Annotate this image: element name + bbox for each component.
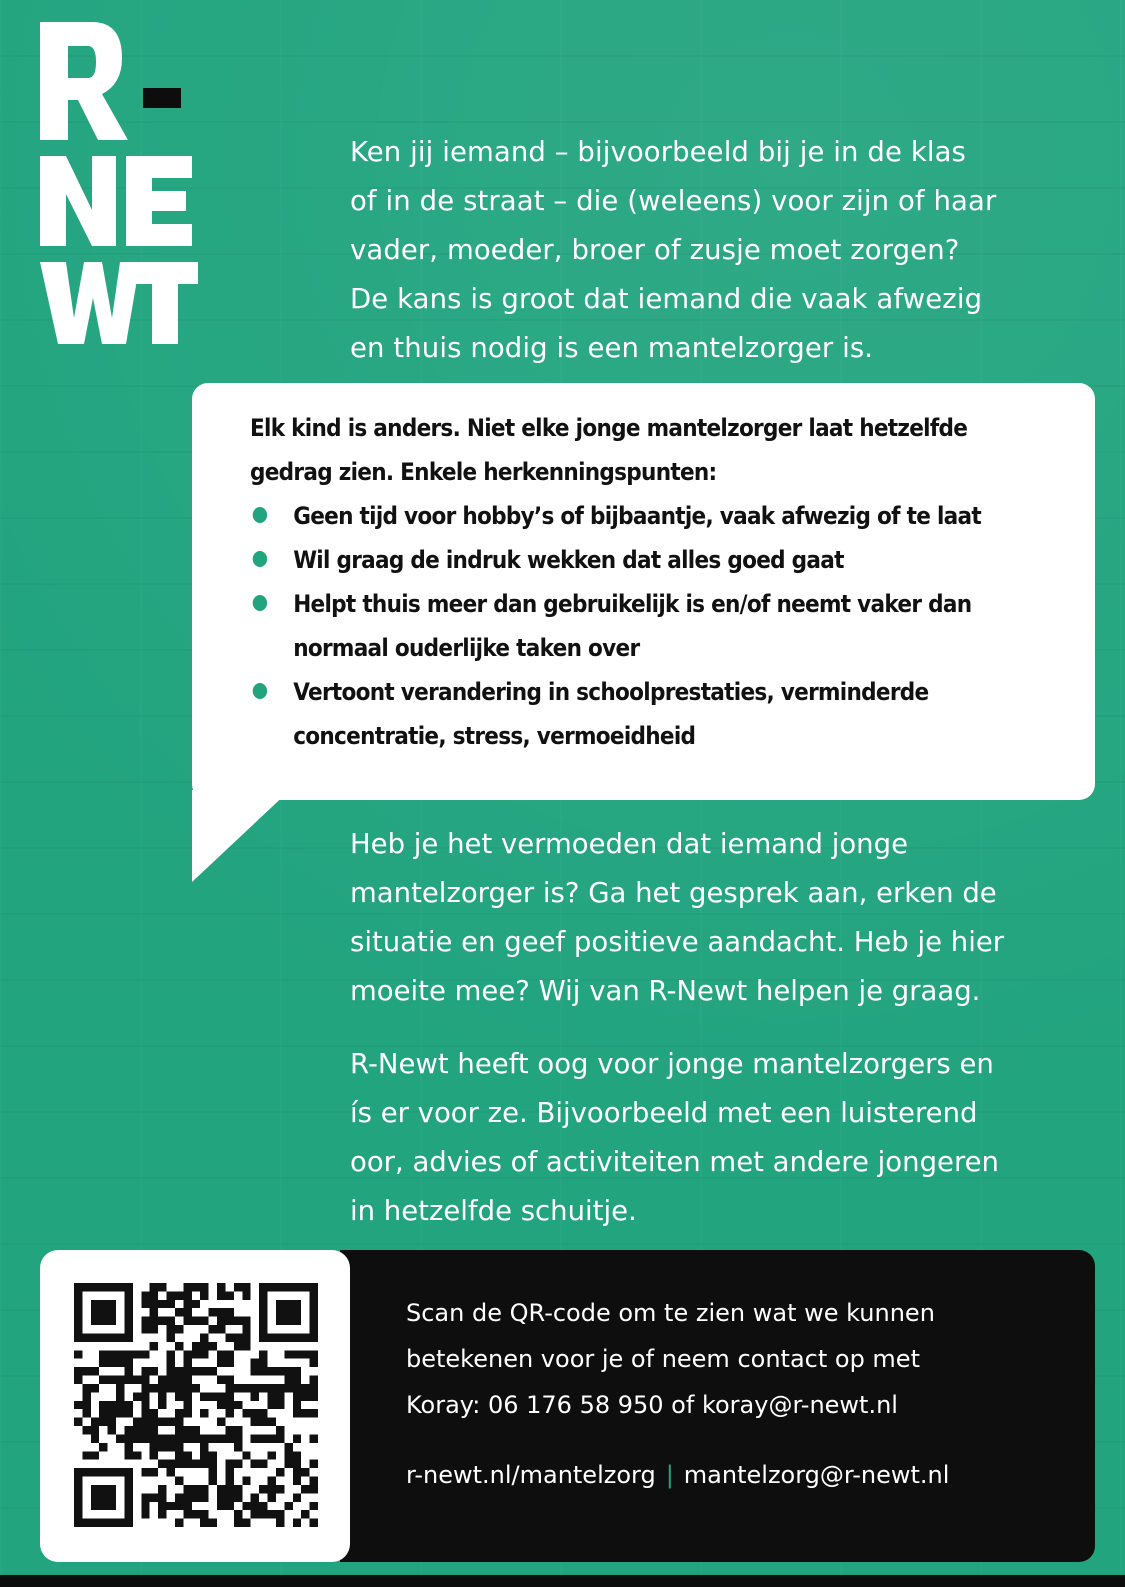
bullet-line: Helpt thuis meer dan gebruikelijk is en/of neemt vaker dan xyxy=(293,590,972,618)
email-link[interactable]: mantelzorg@r-newt.nl xyxy=(683,1461,950,1489)
bullet-dot-icon xyxy=(253,551,267,567)
paragraph-line: mantelzorger is? Ga het gesprek aan, erken de xyxy=(350,877,997,909)
contact-text xyxy=(406,1290,1096,1428)
bullet-item xyxy=(250,582,997,670)
bottom-bar xyxy=(0,1575,1125,1587)
bullet-item xyxy=(250,670,997,758)
suspicion-paragraph xyxy=(350,820,1090,1016)
paragraph-line: R-Newt heeft oog voor jonge mantelzorgers en xyxy=(350,1048,994,1080)
contact-line: Koray: 06 176 58 950 of koray@r-newt.nl xyxy=(406,1391,898,1419)
bullet-line: concentratie, stress, vermoeidheid xyxy=(293,722,696,750)
intro-line: of in de straat – die (weleens) voor zijn of haar xyxy=(350,185,997,217)
bullet-dot-icon xyxy=(253,595,267,611)
contact-line: Scan de QR-code om te zien wat we kunnen xyxy=(406,1299,935,1327)
speech-bubble-tail xyxy=(192,790,292,882)
bubble-heading-line: Elk kind is anders. Niet elke jonge mantelzorger laat hetzelfde xyxy=(250,414,968,442)
paragraph-line: in hetzelfde schuitje. xyxy=(350,1195,637,1227)
bullet-item xyxy=(250,538,997,582)
website-link[interactable]: r-newt.nl/mantelzorg xyxy=(406,1461,656,1489)
paragraph-line: moeite mee? Wij van R-Newt helpen je graag. xyxy=(350,975,981,1007)
qr-code-icon[interactable] xyxy=(74,1283,318,1527)
link-separator: | xyxy=(665,1461,674,1489)
recognition-points xyxy=(250,406,997,758)
intro-paragraph xyxy=(350,128,1090,373)
intro-line: en thuis nodig is een mantelzorger is. xyxy=(350,332,874,364)
contact-line: betekenen voor je of neem contact op met xyxy=(406,1345,920,1373)
intro-line: Ken jij iemand – bijvoorbeeld bij je in de klas xyxy=(350,136,966,168)
paragraph-line: oor, advies of activiteiten met andere jongeren xyxy=(350,1146,999,1178)
bullet-list xyxy=(250,494,997,758)
bubble-heading-line: gedrag zien. Enkele herkenningspunten: xyxy=(250,458,717,486)
about-paragraph xyxy=(350,1040,1090,1236)
bullet-line: normaal ouderlijke taken over xyxy=(293,634,640,662)
bullet-line: Vertoont verandering in schoolprestaties, verminderde xyxy=(293,678,929,706)
bullet-dot-icon xyxy=(253,683,267,699)
bullet-item xyxy=(250,494,997,538)
paragraph-line: situatie en geef positieve aandacht. Heb je hier xyxy=(350,926,1005,958)
contact-links xyxy=(406,1455,949,1495)
bullet-line: Wil graag de indruk wekken dat alles goed gaat xyxy=(293,546,844,574)
bullet-dot-icon xyxy=(253,507,267,523)
paragraph-line: Heb je het vermoeden dat iemand jonge xyxy=(350,828,908,860)
paragraph-line: ís er voor ze. Bijvoorbeeld met een luisterend xyxy=(350,1097,978,1129)
bullet-line: Geen tijd voor hobby’s of bijbaantje, vaak afwezig of te laat xyxy=(293,502,981,530)
r-newt-logo xyxy=(40,22,200,352)
intro-line: vader, moeder, broer of zusje moet zorgen? xyxy=(350,234,960,266)
intro-line: De kans is groot dat iemand die vaak afwezig xyxy=(350,283,983,315)
